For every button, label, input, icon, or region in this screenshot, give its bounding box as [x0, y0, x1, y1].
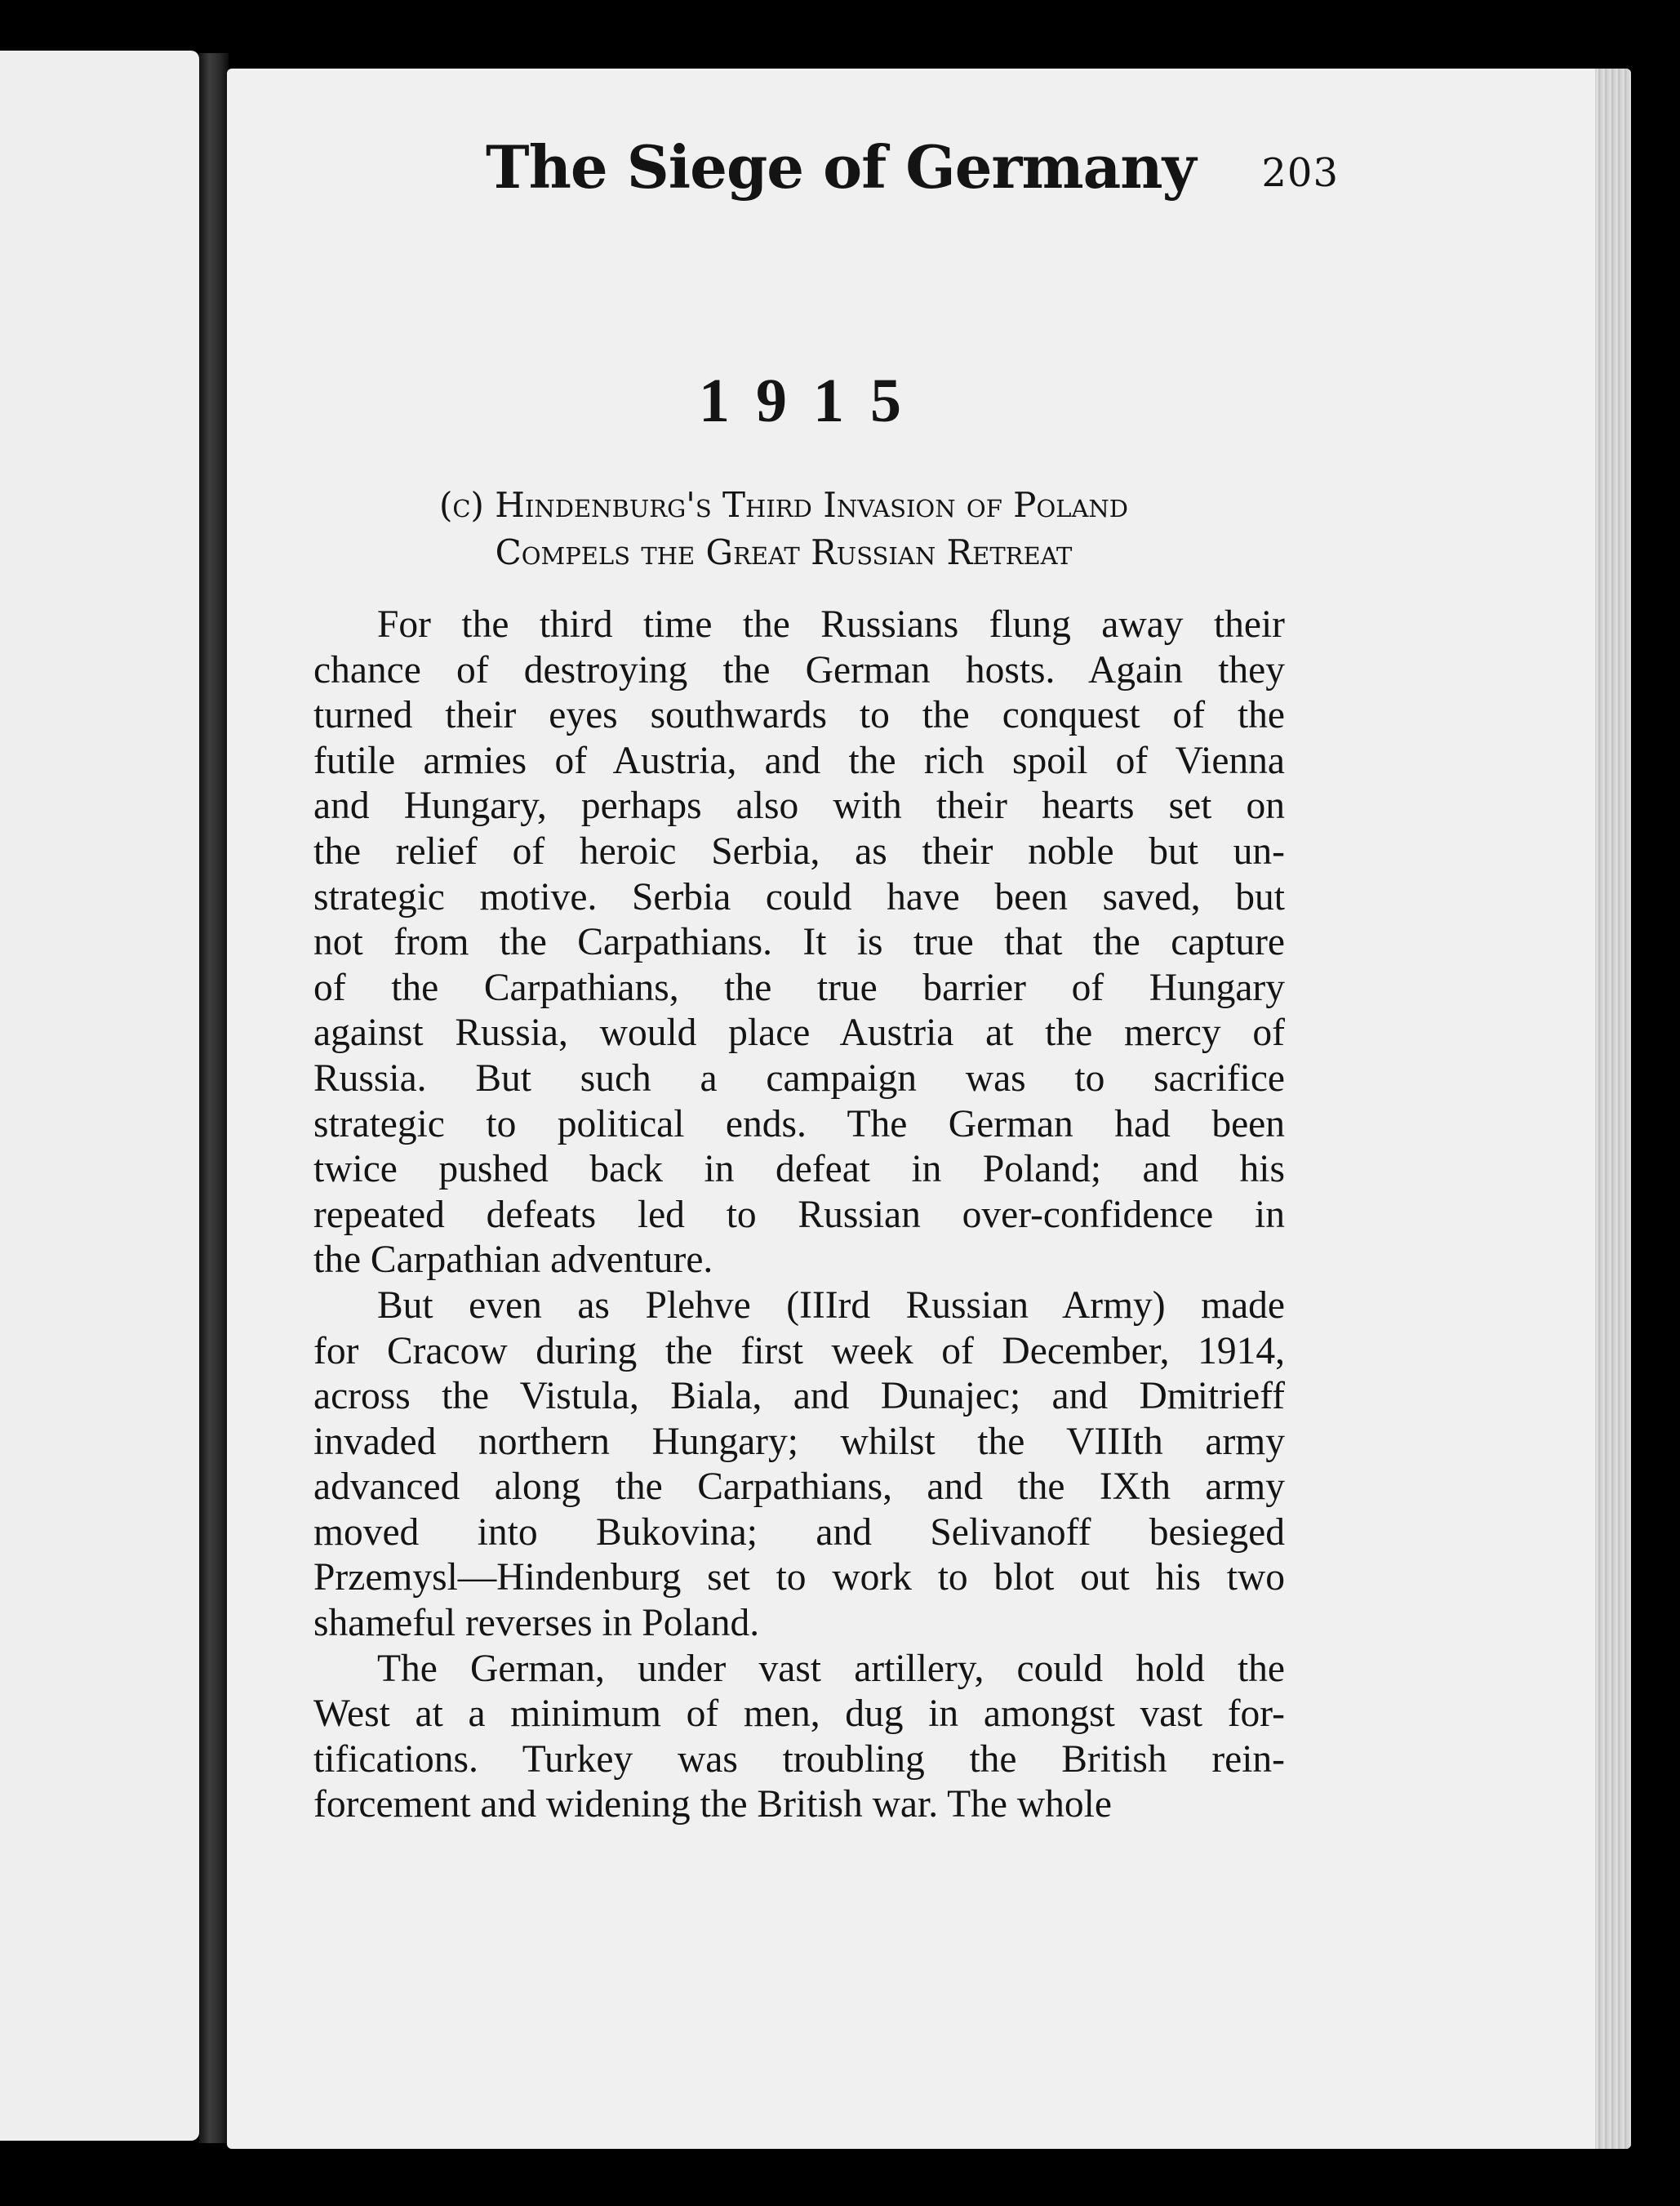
page-number: 203	[1261, 150, 1339, 196]
text-line: For the third time the Russians flung away their	[377, 603, 1285, 646]
section-heading-line-2: Compels the Great Russian Retreat	[495, 532, 1073, 572]
text-line: strategic to political ends. The German had been	[313, 1102, 1285, 1145]
text-line: for Cracow during the first week of December, 1914,	[313, 1329, 1285, 1372]
text-line: Przemysl—Hindenburg set to work to blot out his two	[313, 1556, 1285, 1599]
text-line: But even as Plehve (IIIrd Russian Army) made	[377, 1283, 1285, 1327]
left-page	[0, 51, 199, 2141]
paragraph	[313, 1647, 1285, 1828]
text-line: invaded northern Hungary; whilst the VIIIth army	[313, 1420, 1285, 1463]
body-text	[313, 603, 1285, 1828]
text-line: against Russia, would place Austria at the mercy of	[313, 1012, 1285, 1055]
text-line: strategic motive. Serbia could have been saved, but	[313, 875, 1285, 918]
text-line: across the Vistula, Biala, and Dunajec; and Dmitrieff	[313, 1375, 1285, 1418]
text-line: not from the Carpathians. It is true that the capture	[313, 921, 1285, 964]
text-line: the relief of heroic Serbia, as their noble but un-	[313, 829, 1285, 873]
paragraph	[313, 603, 1285, 1283]
text-line: advanced along the Carpathians, and the IXth army	[313, 1465, 1285, 1509]
text-line: the Carpathian adventure.	[313, 1239, 713, 1282]
paragraph	[313, 1283, 1285, 1647]
text-line: of the Carpathians, the true barrier of Hungary	[313, 966, 1285, 1009]
text-line: twice pushed back in defeat in Poland; and his	[313, 1148, 1285, 1191]
text-line: repeated defeats led to Russian over-confidence in	[313, 1193, 1285, 1236]
text-line: West at a minimum of men, dug in amongst vast for-	[313, 1692, 1285, 1736]
section-heading	[318, 482, 1249, 576]
text-line: The German, under vast artillery, could hold the	[377, 1647, 1285, 1690]
year-heading: 1915	[699, 367, 927, 435]
text-line: turned their eyes southwards to the conquest of the	[313, 694, 1285, 737]
running-title: The Siege of Germany	[486, 132, 1196, 202]
page-edge	[1595, 69, 1631, 2149]
text-line: and Hungary, perhaps also with their hearts set on	[313, 785, 1285, 828]
text-line: forcement and widening the British war. The whole	[313, 1783, 1112, 1826]
text-line: tifications. Turkey was troubling the British rein-	[313, 1737, 1285, 1781]
running-head	[261, 132, 1339, 206]
text-line: shameful reverses in Poland.	[313, 1602, 760, 1645]
text-line: chance of destroying the German hosts. Again they	[313, 648, 1285, 692]
section-heading-line-1: (c) Hindenburg's Third Invasion of Poland	[438, 485, 1129, 525]
book-gutter	[199, 53, 229, 2143]
text-line: futile armies of Austria, and the rich spoil of Vienna	[313, 739, 1285, 782]
text-line: Russia. But such a campaign was to sacrifice	[313, 1056, 1285, 1100]
text-line: moved into Bukovina; and Selivanoff besieged	[313, 1510, 1285, 1554]
